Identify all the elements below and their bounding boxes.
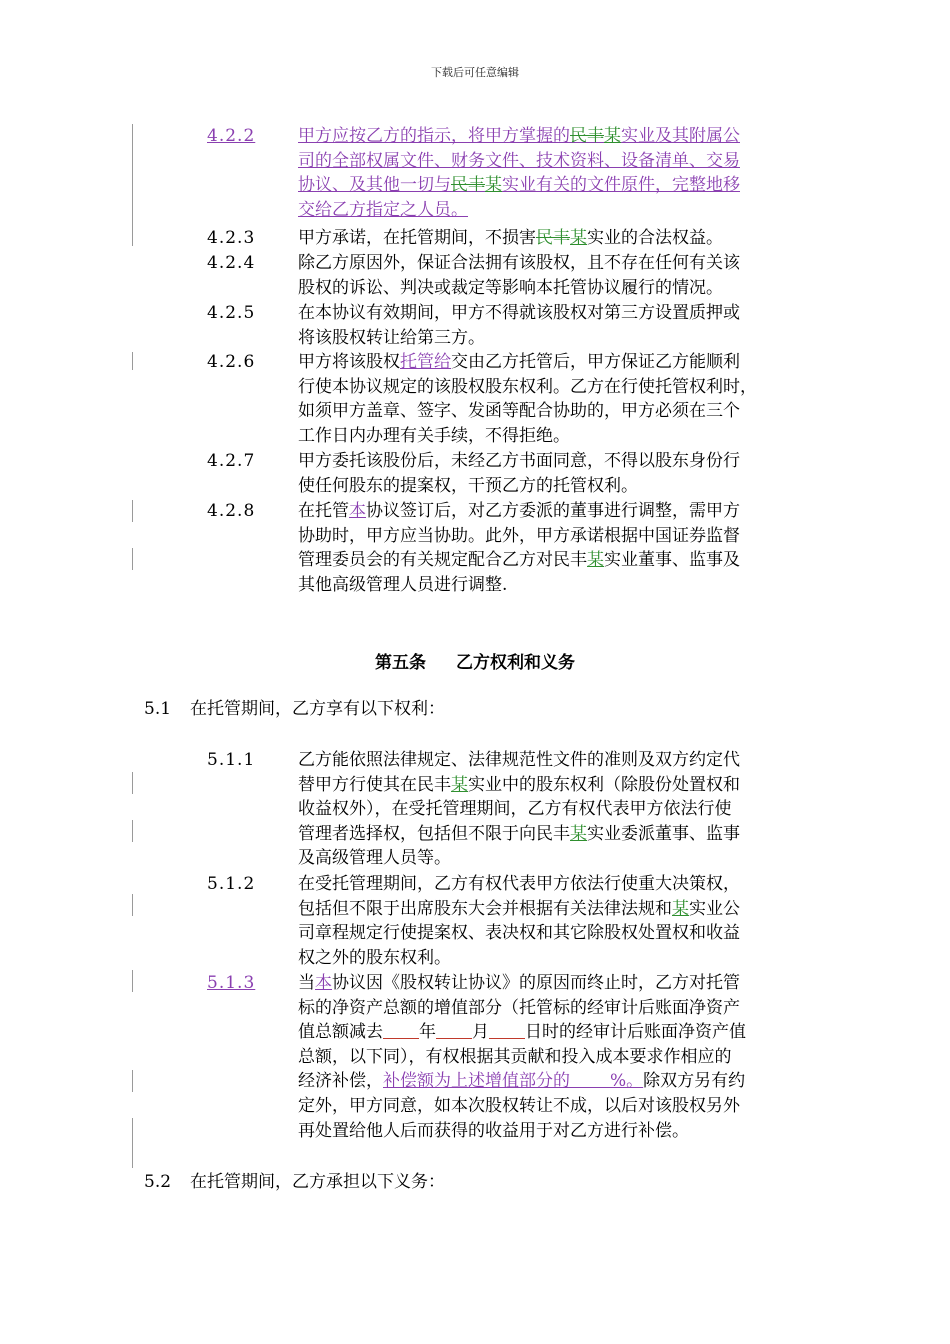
- clause-line: 使任何股东的提案权，干预乙方的托管权利。: [298, 475, 638, 496]
- clause-number: 5.1.1: [207, 750, 256, 770]
- change-bar: [132, 1070, 133, 1092]
- change-bar: [132, 820, 133, 842]
- blank-field: [570, 1071, 610, 1088]
- clause-line: 权之外的股东权利。: [298, 947, 451, 968]
- clause-line: 定外，甲方同意，如本次股权转让不成，以后对该股权另外: [298, 1095, 740, 1116]
- clause-line: 当本协议因《股权转让协议》的原因而终止时，乙方对托管: [298, 973, 740, 993]
- section-label: 第五条: [375, 653, 426, 673]
- clause-line: 除乙方原因外，保证合法拥有该股权，且不存在任何有关该: [298, 253, 740, 273]
- clause-line: 再处置给他人后而获得的收益用于对乙方进行补偿。: [298, 1120, 689, 1141]
- clause-line: 司的全部权属文件、财务文件、技术资料、设备清单、交易: [298, 150, 740, 171]
- clause-line: 将该股权转让给第三方。: [298, 327, 485, 348]
- inserted-text: 某: [672, 898, 689, 919]
- clause-number: 4.2.2: [207, 126, 256, 146]
- clause-line: 股权的诉讼、判决或裁定等影响本托管协议履行的情况。: [298, 277, 723, 298]
- paragraph-number: 5.1: [144, 699, 172, 719]
- clause-number: 4.2.8: [207, 501, 256, 521]
- clause-line: 替甲方行使其在民丰某实业中的股东权利（除股份处置权和: [298, 774, 740, 795]
- text-run: 日时的经审计后账面净资产值: [525, 1022, 746, 1043]
- inserted-text: 某: [570, 823, 587, 844]
- clause-body: [298, 449, 818, 498]
- inserted-text: 某: [451, 774, 468, 795]
- clause-body: [298, 499, 818, 597]
- inserted-text: 某: [587, 550, 604, 571]
- clause-line: 在托管本协议签订后，对乙方委派的董事进行调整，需甲方: [298, 501, 740, 521]
- clause-line: 司章程规定行使提案权、表决权和其它除股权处置权和收益: [298, 923, 740, 944]
- clause-body: [298, 872, 818, 970]
- clause-line: 总额，以下同），有权根据其贡献和投入成本要求作相应的: [298, 1046, 732, 1067]
- inserted-text: 本: [349, 501, 366, 521]
- clause-line: 标的净资产总额的增值部分（托管标的经审计后账面净资产: [298, 997, 740, 1018]
- clause-number: 4.2.5: [207, 303, 256, 323]
- clause-line: 协议、及其他一切与民丰某实业有关的文件原件，完整地移: [298, 175, 740, 196]
- change-bar: [132, 548, 133, 570]
- change-bar: [132, 124, 133, 246]
- change-bar: [132, 1118, 133, 1168]
- clause-line: 如须甲方盖章、签字、发函等配合协助的，甲方必须在三个: [298, 401, 740, 422]
- clause-line: 甲方将该股权托管给交由乙方托管后，甲方保证乙方能顺利: [298, 352, 740, 372]
- paragraph-text: 在托管期间，乙方承担以下义务：: [190, 1172, 445, 1192]
- deleted-text: 民丰: [536, 228, 570, 248]
- inserted-text: 某: [570, 228, 587, 248]
- paragraph-5-2: [144, 1170, 445, 1194]
- blank-field: [383, 1022, 419, 1039]
- blank-field: [489, 1022, 525, 1039]
- clause-number: 5.1.3: [207, 973, 256, 993]
- deleted-text: 民丰: [570, 126, 604, 146]
- inserted-text: 某: [485, 175, 502, 196]
- clause-line: 在受托管理期间，乙方有权代表甲方依法行使重大决策权，: [298, 874, 740, 894]
- clause-line: 值总额减去 年 月 日时的经审计后账面净资产值: [298, 1022, 746, 1043]
- change-bar: [132, 500, 133, 522]
- clause-number: 4.2.4: [207, 253, 256, 273]
- clause-line: 在本协议有效期间，甲方不得就该股权对第三方设置质押或: [298, 303, 740, 323]
- inserted-text: 补偿额为上述增值部分的: [383, 1071, 570, 1092]
- change-bar: [132, 894, 133, 916]
- clause-line: 经济补偿，补偿额为上述增值部分的 %。除双方另有约: [298, 1071, 746, 1092]
- section-title: [0, 648, 950, 673]
- inserted-text: 本: [315, 973, 332, 993]
- paragraph-text: 在托管期间，乙方享有以下权利：: [190, 699, 445, 719]
- clause-line: 其他高级管理人员进行调整.: [298, 574, 508, 595]
- clause-line: 工作日内办理有关手续，不得拒绝。: [298, 425, 570, 446]
- clause-body: [298, 748, 818, 871]
- page-header: 下载后可任意编辑: [431, 66, 519, 79]
- clause-body: [298, 301, 818, 350]
- text-run: 实业及其附属公: [621, 126, 740, 146]
- change-bar: [132, 772, 133, 794]
- text-run: 月: [472, 1022, 489, 1043]
- paragraph-number: 5.2: [144, 1172, 172, 1192]
- change-bar: [132, 352, 133, 370]
- clause-line: 甲方委托该股份后，未经乙方书面同意，不得以股东身份行: [298, 451, 740, 471]
- clause-line: 甲方承诺，在托管期间，不损害民丰某实业的合法权益。: [298, 228, 723, 248]
- clause-number: 4.2.6: [207, 352, 256, 372]
- inserted-text: %。: [610, 1071, 644, 1092]
- inserted-text: 托管给: [400, 352, 451, 372]
- section-heading: 乙方权利和义务: [456, 653, 575, 673]
- clause-line: 及高级管理人员等。: [298, 848, 451, 869]
- clause-line: 行使本协议规定的该股权股东权利。乙方在行使托管权利时，: [298, 376, 757, 397]
- clause-body: [298, 971, 818, 1143]
- clause-line: 乙方能依照法律规定、法律规范性文件的准则及双方约定代: [298, 750, 740, 770]
- clause-body: [298, 350, 818, 448]
- clause-line: 管理委员会的有关规定配合乙方对民丰某实业董事、监事及: [298, 550, 740, 571]
- clause-line: 甲方应按乙方的指示，将甲方掌握的民丰某实业及其附属公: [298, 126, 740, 146]
- inserted-text: 某: [604, 126, 621, 146]
- deleted-text: 民丰: [451, 175, 485, 196]
- clause-body: [298, 251, 818, 300]
- clause-body: [298, 226, 818, 251]
- clause-number: 4.2.3: [207, 228, 256, 248]
- clause-number: 4.2.7: [207, 451, 256, 471]
- text-run: 年: [419, 1022, 436, 1043]
- clause-line: 包括但不限于出席股东大会并根据有关法律法规和某实业公: [298, 898, 740, 919]
- clause-line: 交给乙方指定之人员。: [298, 199, 468, 220]
- clause-line: 协助时，甲方应当协助。此外，甲方承诺根据中国证券监督: [298, 525, 740, 546]
- clause-line: 收益权外），在受托管理期间，乙方有权代表甲方依法行使: [298, 799, 732, 820]
- paragraph-5-1: [144, 697, 445, 721]
- blank-field: [436, 1022, 472, 1039]
- clause-line: 管理者选择权，包括但不限于向民丰某实业委派董事、监事: [298, 823, 740, 844]
- clause-number: 5.1.2: [207, 874, 256, 894]
- change-bar: [132, 970, 133, 992]
- clause-body: [298, 124, 818, 222]
